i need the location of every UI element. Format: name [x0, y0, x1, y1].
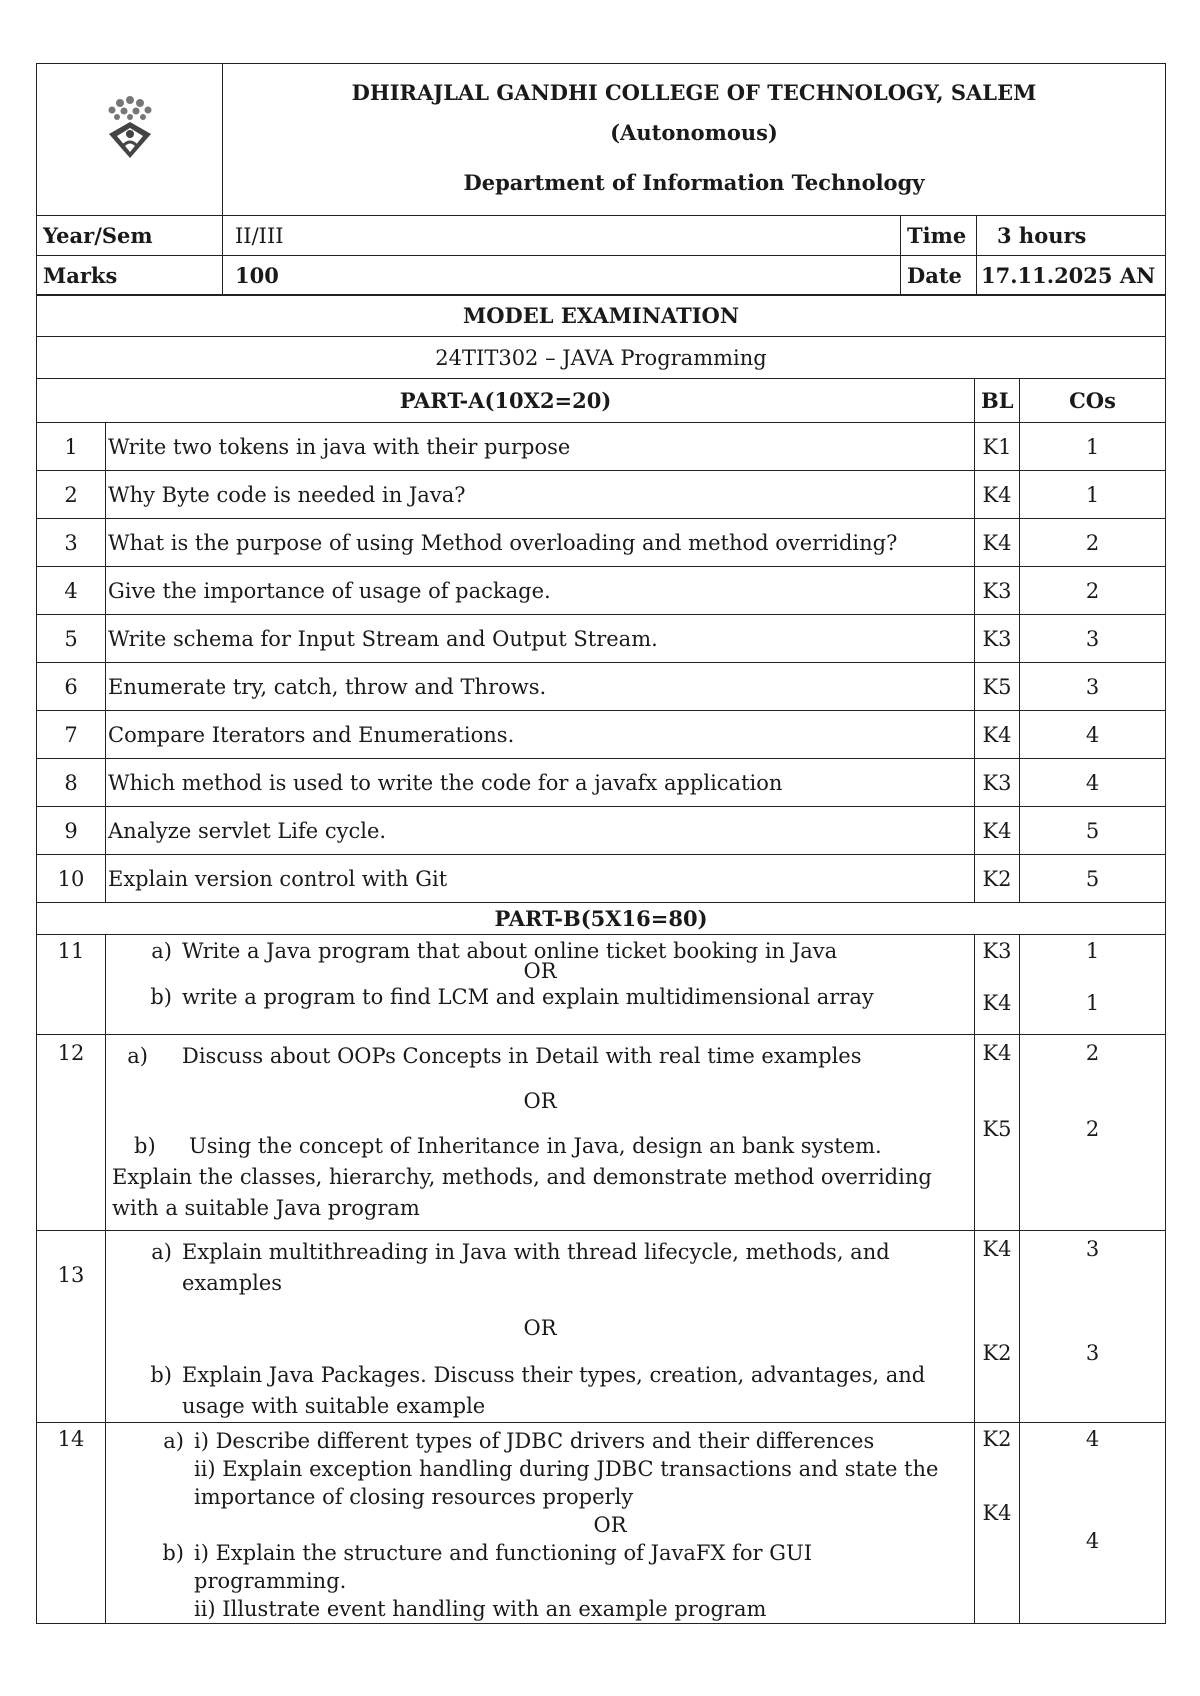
date-label: Date: [901, 256, 977, 296]
question-text: [106, 1423, 975, 1624]
question-co: 1: [1020, 471, 1166, 519]
co-a: 1: [1085, 939, 1100, 964]
question-co: 3: [1020, 615, 1166, 663]
part-b-title: PART-B(5X16=80): [37, 903, 1166, 935]
bl-a: K4: [982, 1041, 1012, 1066]
question-text: Enumerate try, catch, throw and Throws.: [106, 663, 975, 711]
co-a: 2: [1085, 1041, 1100, 1066]
question-co: 2: [1020, 567, 1166, 615]
question-bl: [975, 1423, 1020, 1624]
question-number: 4: [37, 567, 106, 615]
question-bl: [975, 935, 1020, 1035]
bl-header: BL: [975, 379, 1020, 423]
co-header: COs: [1020, 379, 1166, 423]
question-number: 7: [37, 711, 106, 759]
date-value: 17.11.2025 AN: [977, 256, 1166, 296]
question-number: 8: [37, 759, 106, 807]
question-number: 3: [37, 519, 106, 567]
question-bl: K4: [975, 519, 1020, 567]
co-b: 3: [1085, 1341, 1100, 1366]
part-a-title: PART-A(10X2=20): [37, 379, 975, 423]
option-a-text: Write a Java program that about online ticket booking in Java: [182, 939, 838, 964]
co-b: 4: [1085, 1529, 1100, 1554]
question-co: 5: [1020, 807, 1166, 855]
question-number: 1: [37, 423, 106, 471]
option-a-text: Explain multithreading in Java with thread lifecycle, methods, and examples: [182, 1240, 890, 1296]
question-co: 4: [1020, 759, 1166, 807]
marks-value: 100: [223, 256, 901, 296]
table-row: [37, 1035, 1166, 1231]
question-number: 14: [37, 1423, 106, 1624]
question-text: [106, 935, 975, 1035]
question-bl: K4: [975, 711, 1020, 759]
option-b-text: Explain Java Packages. Discuss their types, creation, advantages, and usage with suitable example: [182, 1363, 926, 1419]
table-row: [37, 663, 1166, 711]
option-b-part2: ii) Illustrate event handling with an example program: [194, 1597, 767, 1622]
question-number: 13: [37, 1231, 106, 1423]
course-title: 24TIT302 – JAVA Programming: [37, 337, 1166, 379]
co-b: 2: [1085, 1117, 1100, 1142]
question-number: 10: [37, 855, 106, 903]
option-b-part1: i) Explain the structure and functioning of JavaFX for GUI programming.: [194, 1541, 813, 1594]
table-row: [37, 935, 1166, 1035]
question-number: 6: [37, 663, 106, 711]
option-b-label: b): [134, 1134, 156, 1159]
question-text: Write two tokens in java with their purpose: [106, 423, 975, 471]
question-number: 2: [37, 471, 106, 519]
table-row: [37, 567, 1166, 615]
option-b: [112, 1131, 968, 1224]
table-row: [37, 1231, 1166, 1423]
co-a: 3: [1085, 1237, 1100, 1262]
bl-a: K4: [982, 1237, 1012, 1262]
question-bl: K4: [975, 807, 1020, 855]
or-label: OR: [523, 1089, 557, 1114]
option-a-label: a): [163, 1429, 184, 1454]
table-row: [37, 615, 1166, 663]
question-co: 5: [1020, 855, 1166, 903]
option-a-label: a): [127, 1044, 148, 1069]
option-a-part1: i) Describe different types of JDBC drivers and their differences: [194, 1429, 875, 1454]
question-text: Why Byte code is needed in Java?: [106, 471, 975, 519]
table-row: [37, 519, 1166, 567]
question-number: 5: [37, 615, 106, 663]
question-co: 2: [1020, 519, 1166, 567]
option-b-text: [194, 1539, 968, 1623]
table-row: [37, 1423, 1166, 1624]
autonomous-label: (Autonomous): [610, 119, 778, 145]
question-co: [1020, 1423, 1166, 1624]
year-label: Year/Sem: [37, 216, 223, 256]
co-b: 1: [1085, 991, 1100, 1016]
question-co: [1020, 1035, 1166, 1231]
option-a-label: a): [151, 1240, 172, 1265]
college-header: [223, 64, 1166, 216]
question-bl: K3: [975, 567, 1020, 615]
option-b-text: write a program to find LCM and explain multidimensional array: [182, 985, 874, 1010]
bl-b: K5: [982, 1117, 1012, 1142]
question-bl: K1: [975, 423, 1020, 471]
question-co: [1020, 935, 1166, 1035]
time-value: 3 hours: [977, 216, 1166, 256]
option-b-label: b): [162, 1541, 184, 1566]
department-name: Department of Information Technology: [463, 169, 925, 195]
question-number: 9: [37, 807, 106, 855]
question-bl: [975, 1231, 1020, 1423]
table-row: [37, 711, 1166, 759]
question-bl: K4: [975, 471, 1020, 519]
bl-a: K2: [982, 1427, 1012, 1452]
co-a: 4: [1085, 1427, 1100, 1452]
question-bl: [975, 1035, 1020, 1231]
or-label: OR: [523, 1316, 557, 1341]
option-a-part2: ii) Explain exception handling during JDBC transactions and state the importance of closing resources properly: [194, 1457, 939, 1510]
bl-a: K3: [982, 939, 1012, 964]
question-text: Explain version control with Git: [106, 855, 975, 903]
option-b-text: Using the concept of Inheritance in Java, design an bank system. Explain the classes, hierarchy, methods, and demonstrate method overriding with a suitable Java program: [112, 1134, 932, 1221]
bl-b: K4: [982, 991, 1012, 1016]
or-label: OR: [593, 1513, 627, 1538]
question-co: 1: [1020, 423, 1166, 471]
question-co: 4: [1020, 711, 1166, 759]
table-row: [37, 423, 1166, 471]
bl-b: K4: [982, 1501, 1012, 1526]
question-number: 12: [37, 1035, 106, 1231]
college-name: DHIRAJLAL GANDHI COLLEGE OF TECHNOLOGY, SALEM: [351, 79, 1037, 105]
option-a-text: [194, 1427, 968, 1511]
question-text: Write schema for Input Stream and Output Stream.: [106, 615, 975, 663]
year-value: II/III: [223, 216, 901, 256]
question-text: Compare Iterators and Enumerations.: [106, 711, 975, 759]
question-text: Give the importance of usage of package.: [106, 567, 975, 615]
question-co: [1020, 1231, 1166, 1423]
question-bl: K2: [975, 855, 1020, 903]
question-text: [106, 1231, 975, 1423]
college-logo-icon: [93, 92, 167, 162]
questions-table: [36, 294, 1166, 1624]
table-row: [37, 855, 1166, 903]
question-text: What is the purpose of using Method overloading and method overriding?: [106, 519, 975, 567]
header-table: [36, 63, 1166, 296]
option-a-label: a): [151, 939, 172, 964]
question-text: Analyze servlet Life cycle.: [106, 807, 975, 855]
question-text: [106, 1035, 975, 1231]
question-text: Which method is used to write the code for a javafx application: [106, 759, 975, 807]
question-bl: K3: [975, 615, 1020, 663]
option-b-label: b): [150, 985, 172, 1010]
option-a-text: Discuss about OOPs Concepts in Detail with real time examples: [182, 1044, 862, 1069]
question-bl: K3: [975, 759, 1020, 807]
exam-title: MODEL EXAMINATION: [37, 295, 1166, 337]
option-b-label: b): [150, 1363, 172, 1388]
marks-label: Marks: [37, 256, 223, 296]
question-bl: K5: [975, 663, 1020, 711]
table-row: [37, 807, 1166, 855]
bl-b: K2: [982, 1341, 1012, 1366]
logo-cell: [37, 64, 223, 216]
table-row: [37, 759, 1166, 807]
question-co: 3: [1020, 663, 1166, 711]
exam-paper: [36, 63, 1166, 1624]
time-label: Time: [901, 216, 977, 256]
or-label: OR: [523, 959, 557, 984]
question-number: 11: [37, 935, 106, 1035]
table-row: [37, 471, 1166, 519]
